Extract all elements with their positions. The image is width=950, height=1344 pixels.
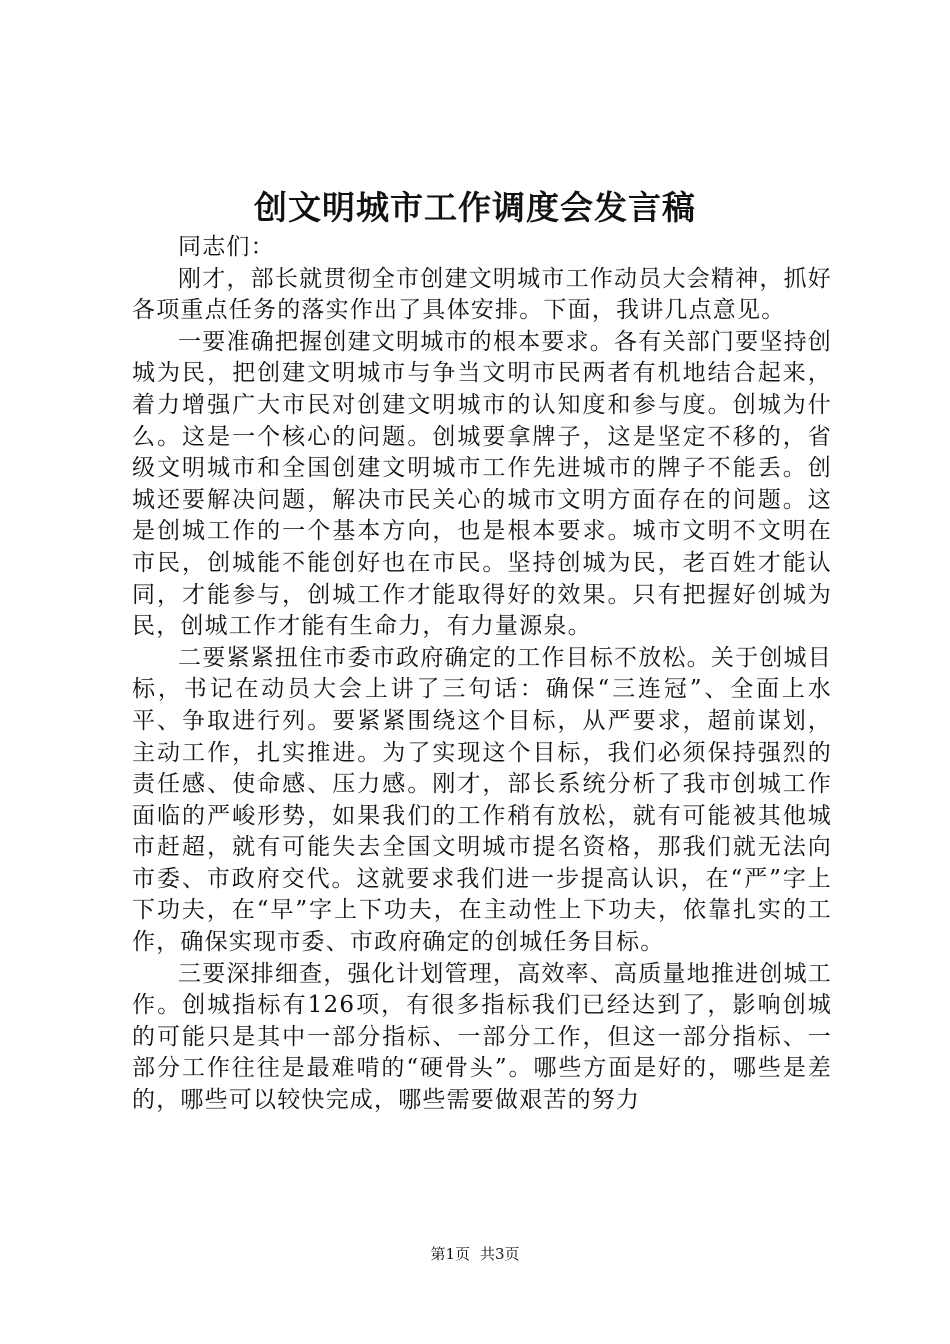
paragraph-point-three: 三要深排细查，强化计划管理，高效率、高质量地推进创城工作。创城指标有126项，有很多指标我们已经达到了，影响创城的可能只是其中一部分指标、一部分工作，但这一部分指标、一部分工作往往是最难啃的“硬骨头”。哪些方面是好的，哪些是差的，哪些可以较快完成，哪些需要做艰苦的努力: [132, 960, 832, 1114]
document-title: 创文明城市工作调度会发言稿: [254, 188, 696, 227]
salutation: 同志们：: [178, 234, 275, 260]
paragraph-intro: 刚才，部长就贯彻全市创建文明城市工作动员大会精神，抓好各项重点任务的落实作出了具体安排。下面，我讲几点意见。: [132, 265, 832, 324]
paragraph-point-two: 二要紧紧扭住市委市政府确定的工作目标不放松。关于创城目标，书记在动员大会上讲了三句话：确保“三连冠”、全面上水平、争取进行列。要紧紧围绕这个目标，从严要求，超前谋划，主动工作，扎实推进。为了实现这个目标，我们必须保持强烈的责任感、使命感、压力感。刚才，部长系统分析了我市创城工作面临的严峻形势，如果我们的工作稍有放松，就有可能被其他城市赶超，就有可能失去全国文明城市提名资格，那我们就无法向市委、市政府交代。这就要求我们进一步提高认识，在“严”字上下功夫，在“早”字上下功夫，在主动性上下功夫，依靠扎实的工作，确保实现市委、市政府确定的创城任务目标。: [132, 644, 832, 956]
page-total: 共3页: [480, 1245, 520, 1263]
paragraph-point-one: 一要准确把握创建文明城市的根本要求。各有关部门要坚持创城为民，把创建文明城市与争当文明市民两者有机地结合起来，着力增强广大市民对创建文明城市的认知度和参与度。创城为什么。这是一个核心的问题。创城要拿牌子，这是坚定不移的，省级文明城市和全国创建文明城市工作先进城市的牌子不能丢。创城还要解决问题，解决市民关心的城市文明方面存在的问题。这是创城工作的一个基本方向，也是根本要求。城市文明不文明在市民，创城能不能创好也在市民。坚持创城为民，老百姓才能认同，才能参与，创城工作才能取得好的效果。只有把握好创城为民，创城工作才能有生命力，有力量源泉。: [132, 328, 832, 640]
page-footer: [0, 1244, 950, 1264]
document-body: [132, 232, 832, 1117]
page-number: 第1页: [430, 1245, 470, 1263]
